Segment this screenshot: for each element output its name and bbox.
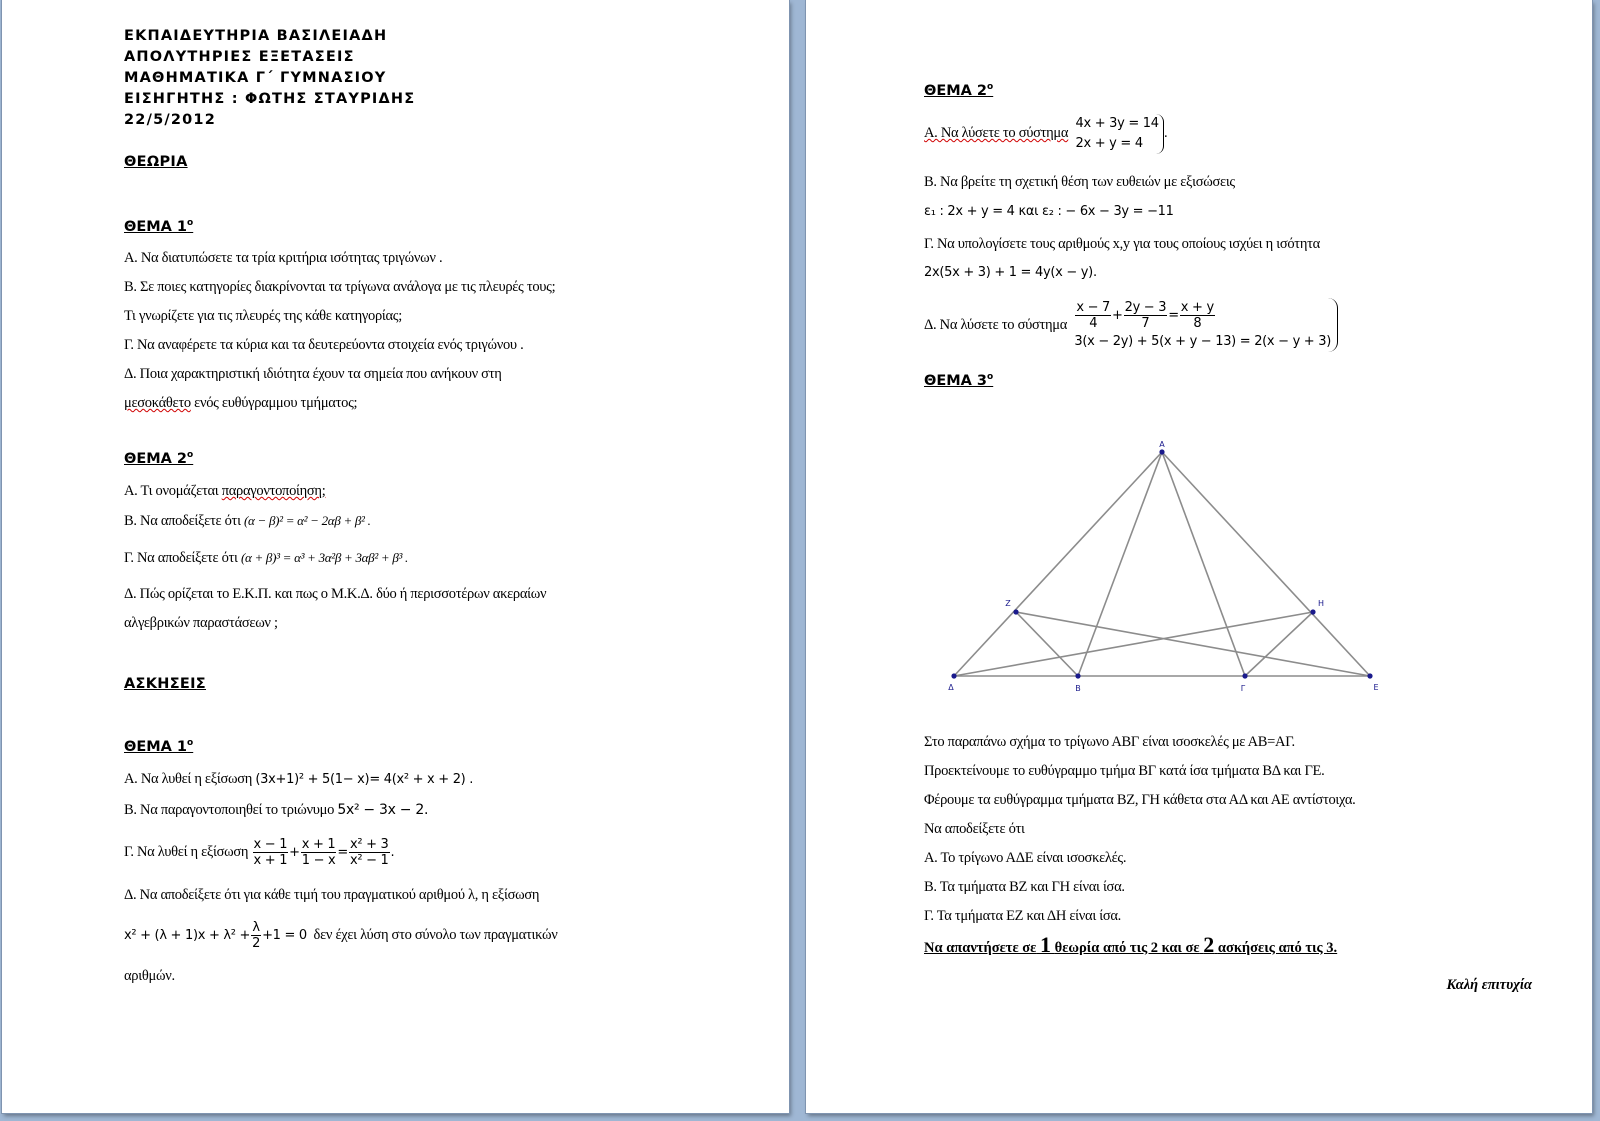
point-E (1367, 673, 1372, 678)
triangle-figure (946, 440, 1406, 710)
segment-AG (1162, 452, 1245, 676)
segment-AE (1162, 452, 1370, 676)
point-H (1310, 609, 1315, 614)
theory-topic-1-heading: ΘΕΜΑ $1^o$ (124, 218, 194, 235)
t3-line-1: Στο παραπάνω σχήμα το τρίγωνο ΑΒΓ είναι ισοσκελές με ΑΒ=ΑΓ. (924, 734, 1295, 750)
segment-AB (1078, 452, 1162, 676)
right-t2-b: Β. Να βρείτε τη σχετική θέση των ευθειών με εξισώσεις (924, 174, 1235, 190)
ex-t1-b: Β. Να παραγοντοποιηθεί το τριώνυμο 5x² − 3x − 2. (124, 802, 429, 818)
point-G (1242, 673, 1247, 678)
t3-line-7: Γ. Τα τμήματα ΕΖ και ΔΗ είναι ίσα. (924, 908, 1121, 924)
page-left (2, 0, 789, 1113)
t3-line-2: Προεκτείνουμε το ευθύγραμμο τμήμα ΒΓ κατά ίσα τμήματα ΒΔ και ΓΕ. (924, 763, 1325, 779)
point-label-B: Β (1075, 684, 1081, 693)
point-B (1075, 673, 1080, 678)
t3-line-3: Φέρουμε τα ευθύγραμμα τμήματα ΒΖ, ΓΗ κάθετα στα ΑΔ και ΑΕ αντίστοιχα. (924, 792, 1356, 808)
t3-line-5: Α. Το τρίγωνο ΑΔΕ είναι ισοσκελές. (924, 850, 1127, 866)
theory-t1-d: Δ. Ποια χαρακτηριστική ιδιότητα έχουν τα σημεία που ανήκουν στη (124, 366, 502, 382)
ex-t1-c: Γ. Να λυθεί η εξίσωση $\frac{x - 1}{x + 1}$ + $\frac{x + 1}{1 - x}$ = $\frac{\text{x² + 3}}{\text{x² − 1}}$ . (124, 837, 395, 869)
good-luck: Καλή επιτυχία (1446, 977, 1532, 993)
right-t2-c-math: 2x(5x + 3) + 1 = 4y(x − y). (924, 265, 1097, 280)
theory-t2-c: Γ. Να αποδείξετε ότι (α + β)³ = α³ + 3α²β + 3αβ² + β³ . (124, 550, 408, 566)
ex-t1-a: Α. Να λυθεί η εξίσωση (3x+1)² + 5(1− x)= 4(x² + x + 2) . (124, 771, 474, 787)
right-t2-c: Γ. Να υπολογίσετε τους αριθμούς x,y για τους οποίους ισχύει η ισότητα (924, 236, 1320, 252)
point-label-A: Α (1159, 440, 1165, 449)
ex-t1-d2: x² + (λ + 1)x + λ² + $\frac{\lambda}{2}$ +1 = 0 δεν έχει λύση στο σύνολο των πραγματικών (124, 920, 558, 952)
final-instruction: Να απαντήσετε σε 1 θεωρία από τις 2 και σε 2 ασκήσεις από τις 3. (924, 932, 1338, 957)
segment-DH (954, 612, 1313, 676)
ex-t1-d: Δ. Να αποδείξετε ότι για κάθε τιμή του πραγματικού αριθμού λ, η εξίσωση (124, 887, 540, 903)
point-A (1159, 449, 1164, 454)
theory-t1-d2: μεσοκάθετο ενός ευθύγραμμου τμήματος; (124, 395, 358, 411)
exercise-topic-1-heading: ΘΕΜΑ $1^o$ (124, 738, 194, 755)
theory-t2-d2: αλγεβρικών παραστάσεων ; (124, 615, 278, 631)
segment-AD (954, 452, 1162, 676)
theory-t1-b2: Τι γνωρίζετε για τις πλευρές της κάθε κατηγορίας; (124, 308, 402, 324)
theory-title: ΘΕΩΡΙΑ (124, 154, 188, 170)
point-D (951, 673, 956, 678)
theory-t2-d: Δ. Πώς ορίζεται το Ε.Κ.Π. και πως ο Μ.Κ.Δ. δύο ή περισσοτέρων ακεραίων (124, 586, 547, 602)
right-t2-a: Α. Να λύσετε το σύστημα 4x + 3y = 14 2x + y = 4 . (924, 110, 1168, 157)
point-label-G: Γ (1240, 684, 1246, 693)
point-Z (1013, 609, 1018, 614)
system-d: $\frac{x - 7}{4}$ + $\frac{2y - 3}{7}$ = $\frac{x + y}{8}$ 3(x − 2y) + 5(x + y − 13) = 2(x − y + 3) (1074, 298, 1338, 352)
right-t2-b-math: ε₁ : 2x + y = 4 και ε₂ : − 6x − 3y = −11 (924, 204, 1174, 219)
exercises-title: ΑΣΚΗΣΕΙΣ (124, 676, 207, 692)
point-label-Z: Ζ (1005, 599, 1011, 608)
theory-t1-a: Α. Να διατυπώσετε τα τρία κριτήρια ισότητας τριγώνων . (124, 250, 443, 266)
right-topic-3-heading: ΘΕΜΑ $3^o$ (924, 372, 994, 389)
page-right (806, 0, 1592, 1113)
point-label-E: Ε (1373, 683, 1379, 692)
point-label-H: Η (1317, 599, 1325, 608)
system-a: 4x + 3y = 14 2x + y = 4 (1076, 114, 1164, 154)
theory-t1-c: Γ. Να αναφέρετε τα κύρια και τα δευτερεύοντα στοιχεία ενός τριγώνου . (124, 337, 524, 353)
theory-t2-b: Β. Να αποδείξετε ότι (α − β)² = α² − 2αβ + β² . (124, 513, 371, 529)
right-t2-d: Δ. Να λύσετε το σύστημα $\frac{x - 7}{4}$ + $\frac{2y - 3}{7}$ = $\frac{x + y}{8}$ 3(x − 2y) + 5(x + y − 13) = 2(x − y + 3) (924, 298, 1338, 352)
t3-line-4: Να αποδείξετε ότι (924, 821, 1025, 837)
ex-t1-d3: αριθμών. (124, 968, 175, 984)
school-header: ΕΚΠΑΙΔΕΥΤΗΡΙΑ ΒΑΣΙΛΕΙΑΔΗ ΑΠΟΛΥΤΗΡΙΕΣ ΕΞΕΤΑΣΕΙΣ ΜΑΘΗΜΑΤΙΚΑ Γ΄ ΓΥΜΝΑΣΙΟΥ ΕΙΣΗΓΗΤΗΣ : ΦΩΤΗΣ ΣΤΑΥΡΙΔΗΣ 22/5/2012 (124, 28, 416, 128)
right-topic-2-heading: ΘΕΜΑ $2^o$ (924, 82, 994, 99)
theory-t1-b: Β. Σε ποιες κατηγορίες διακρίνονται τα τρίγωνα ανάλογα με τις πλευρές τους; (124, 279, 556, 295)
t3-line-6: Β. Τα τμήματα ΒΖ και ΓΗ είναι ίσα. (924, 879, 1125, 895)
point-label-D: Δ (948, 683, 954, 692)
theory-topic-2-heading: ΘΕΜΑ $2^o$ (124, 450, 194, 467)
theory-t2-a: Α. Τι ονομάζεται παραγοντοποίηση; (124, 483, 326, 499)
